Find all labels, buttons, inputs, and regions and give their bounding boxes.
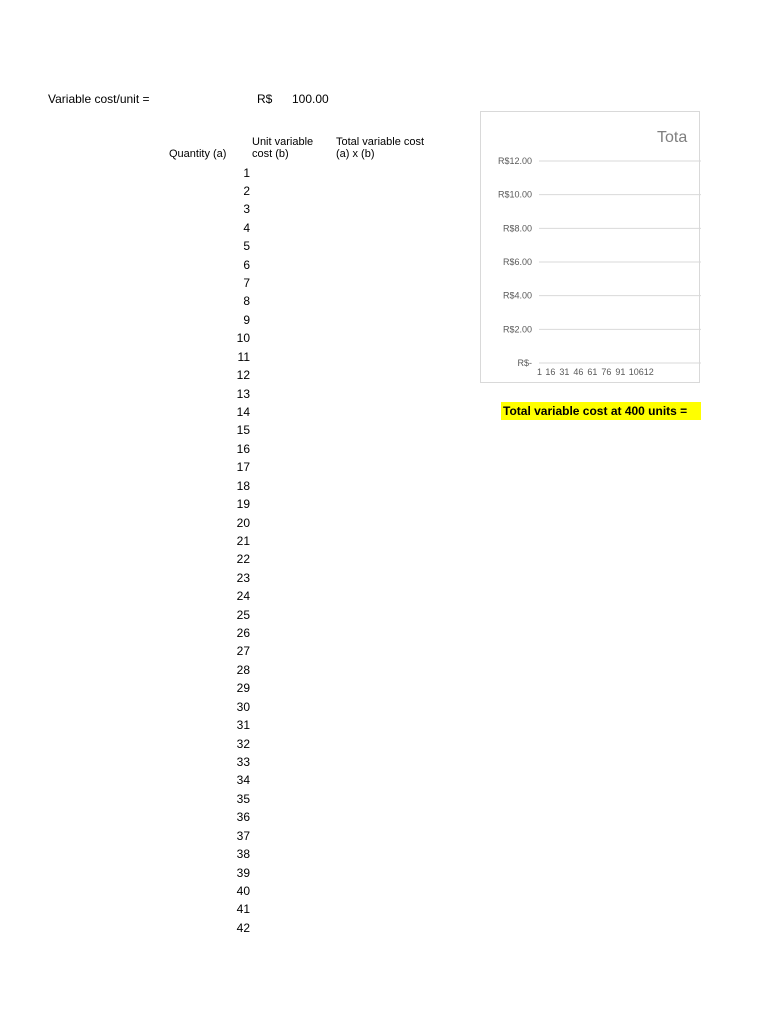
quantity-cell[interactable]: 7 — [243, 276, 250, 291]
quantity-cell[interactable]: 16 — [236, 441, 250, 456]
chart-svg — [481, 112, 701, 384]
quantity-cell[interactable]: 10 — [236, 331, 250, 346]
quantity-cell[interactable]: 27 — [236, 644, 250, 659]
quantity-cell[interactable]: 41 — [236, 902, 250, 917]
quantity-cell[interactable]: 29 — [236, 681, 250, 696]
y-tick-label: R$4.00 — [502, 290, 532, 301]
total-variable-cost-header-line2: (a) x (b) — [336, 148, 375, 160]
total-variable-cost-header — [336, 136, 424, 160]
quantity-cell[interactable]: 1 — [243, 165, 250, 180]
quantity-cell[interactable]: 5 — [243, 239, 250, 254]
quantity-cell[interactable]: 20 — [236, 515, 250, 530]
x-tick-label: 31 — [559, 367, 570, 377]
quantity-cell[interactable]: 30 — [236, 699, 250, 714]
quantity-cell[interactable]: 4 — [243, 220, 250, 235]
quantity-cell[interactable]: 26 — [236, 626, 250, 641]
total-cost-at-400-note[interactable]: Total variable cost at 400 units = — [501, 402, 701, 420]
unit-variable-cost-header-line2: cost (b) — [252, 148, 289, 160]
x-tick-label: 61 — [587, 367, 598, 377]
quantity-cell[interactable]: 38 — [236, 847, 250, 862]
y-tick-label: R$- — [517, 358, 532, 368]
quantity-cell[interactable]: 39 — [236, 865, 250, 880]
x-tick-label: 16 — [545, 367, 556, 377]
unit-variable-cost-header — [252, 136, 313, 160]
quantity-cell[interactable]: 31 — [236, 718, 250, 733]
quantity-cell[interactable]: 35 — [236, 791, 250, 806]
quantity-column — [200, 164, 250, 938]
quantity-cell[interactable]: 25 — [236, 607, 250, 622]
quantity-cell[interactable]: 12 — [236, 368, 250, 383]
quantity-cell[interactable]: 19 — [236, 497, 250, 512]
variable-cost-value[interactable]: 100.00 — [292, 92, 329, 106]
x-tick-label: 1 — [537, 367, 542, 377]
quantity-cell[interactable]: 28 — [236, 662, 250, 677]
quantity-cell[interactable]: 9 — [243, 312, 250, 327]
x-tick-labels — [537, 367, 654, 377]
quantity-header: Quantity (a) — [169, 148, 227, 160]
x-tick-label: 12 — [643, 367, 654, 377]
quantity-cell[interactable]: 14 — [236, 404, 250, 419]
quantity-cell[interactable]: 36 — [236, 810, 250, 825]
variable-cost-label: Variable cost/unit = — [48, 92, 150, 106]
quantity-cell[interactable]: 40 — [236, 883, 250, 898]
quantity-cell[interactable]: 17 — [236, 460, 250, 475]
quantity-cell[interactable]: 37 — [236, 828, 250, 843]
quantity-cell[interactable]: 32 — [236, 736, 250, 751]
quantity-cell[interactable]: 13 — [236, 386, 250, 401]
y-tick-label: R$6.00 — [502, 257, 532, 267]
quantity-cell[interactable]: 6 — [243, 257, 250, 272]
quantity-cell[interactable]: 11 — [237, 349, 250, 364]
total-variable-cost-chart[interactable] — [480, 111, 700, 383]
y-tick-label: R$2.00 — [502, 324, 532, 335]
y-tick-label: R$12.00 — [497, 156, 532, 166]
x-tick-label: 106 — [628, 367, 644, 377]
x-tick-label: 76 — [601, 367, 612, 377]
quantity-cell[interactable]: 15 — [236, 423, 250, 438]
currency-symbol: R$ — [257, 92, 273, 106]
chart-title: Tota — [657, 129, 688, 146]
quantity-cell[interactable]: 23 — [236, 570, 250, 585]
quantity-cell[interactable]: 33 — [236, 755, 250, 769]
unit-variable-cost-header-line1: Unit variable — [252, 136, 314, 148]
y-tick-label: R$8.00 — [502, 223, 532, 234]
quantity-cell[interactable]: 8 — [243, 294, 250, 309]
quantity-cell[interactable]: 2 — [243, 183, 250, 198]
quantity-cell[interactable]: 34 — [236, 773, 250, 788]
y-tick-label: R$10.00 — [497, 189, 532, 200]
quantity-cell[interactable]: 3 — [243, 202, 250, 217]
quantity-cell[interactable]: 22 — [236, 552, 250, 567]
x-tick-label: 46 — [573, 367, 584, 377]
quantity-cell[interactable]: 24 — [236, 589, 250, 604]
quantity-cell[interactable]: 42 — [236, 920, 250, 935]
quantity-cell[interactable]: 18 — [236, 478, 250, 493]
x-tick-label: 91 — [615, 367, 625, 377]
total-variable-cost-header-line1: Total variable cost — [336, 136, 425, 148]
quantity-cell[interactable]: 21 — [236, 533, 250, 548]
